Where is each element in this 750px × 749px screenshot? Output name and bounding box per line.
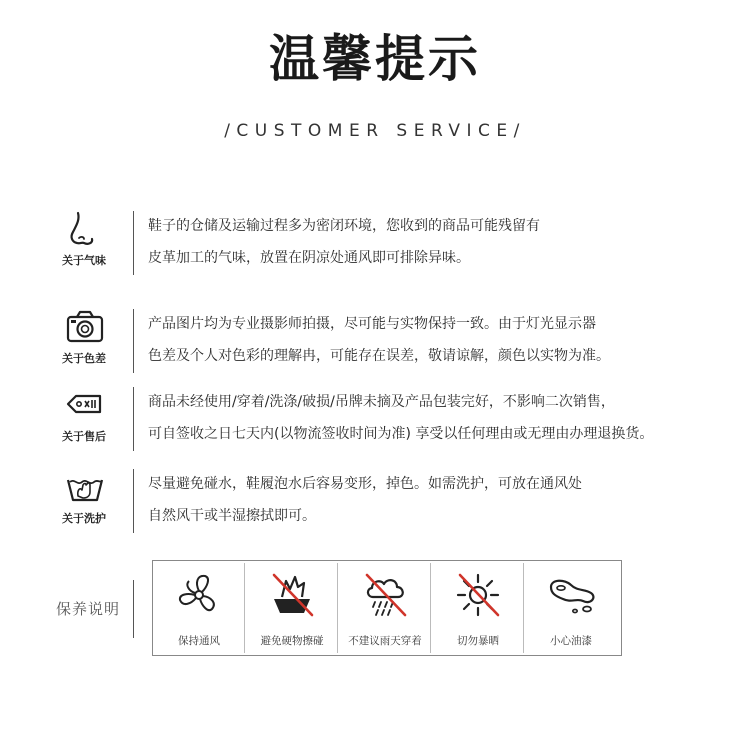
text-line: 可自签收之日七天内(以物流签收时间为准) 享受以任何理由或无理由办理退换货。 — [148, 426, 654, 442]
washing-label: 关于洗护 — [62, 512, 106, 525]
text-line: 自然风干或半湿擦拭即可。 — [148, 508, 316, 524]
no-rain-icon — [361, 571, 409, 619]
tag-icon — [66, 386, 106, 422]
section-color — [0, 306, 750, 376]
text-line: 皮革加工的气味，放置在阴凉处通风即可排除异味。 — [148, 250, 470, 266]
smell-icon-cell — [52, 208, 116, 278]
smell-label: 关于气味 — [62, 254, 106, 267]
text-line: 尽量避免碰水，鞋履泡水后容易变形，掉色。如需洗护，可放在通风处 — [148, 476, 582, 492]
fan-icon — [175, 571, 223, 619]
color-icon-cell — [52, 306, 116, 376]
camera-icon — [66, 308, 104, 344]
divider — [133, 309, 134, 373]
section-after-sales — [0, 384, 750, 454]
no-hard-object-icon — [268, 571, 316, 619]
page-subtitle: /CUSTOMER SERVICE/ — [224, 121, 526, 141]
no-sun-icon — [454, 571, 502, 619]
care-label: 保养说明 — [56, 600, 121, 618]
text-line: 色差及个人对色彩的理解冉，可能存在误差，敬请谅解，颜色以实物为准。 — [148, 348, 610, 364]
section-washing — [0, 466, 750, 536]
care-item-no-hard-object — [246, 563, 338, 653]
text-line: 商品未经使用/穿着/洗涤/破损/吊牌未摘及产品包装完好，不影响二次销售， — [148, 394, 615, 410]
divider — [133, 469, 134, 533]
care-item-label: 保持通风 — [178, 635, 220, 647]
color-text — [148, 308, 610, 372]
care-item-label: 避免硬物擦碰 — [260, 635, 324, 647]
text-line: 产品图片均为专业摄影师拍摄，尽可能与实物保持一致。由于灯光显示器 — [148, 316, 596, 332]
washing-icon-cell — [52, 466, 116, 536]
care-item-label: 不建议雨天穿着 — [348, 635, 422, 647]
care-item-no-sun — [432, 563, 524, 653]
washing-text — [148, 468, 582, 532]
care-item-no-rain — [339, 563, 431, 653]
color-label: 关于色差 — [62, 352, 106, 365]
after-sales-text — [148, 386, 653, 450]
divider — [133, 580, 134, 638]
wash-basin-icon — [66, 468, 104, 506]
after-sales-label: 关于售后 — [62, 430, 106, 443]
oil-paint-icon — [547, 571, 599, 619]
care-item-label: 切勿暴晒 — [457, 635, 499, 647]
section-smell — [0, 208, 750, 278]
divider — [133, 211, 134, 275]
smell-text — [148, 210, 540, 274]
care-item-label: 小心油漆 — [550, 635, 592, 647]
page-title: 温馨提示 — [269, 30, 481, 88]
text-line: 鞋子的仓储及运输过程多为密闭环境，您收到的商品可能残留有 — [148, 218, 540, 234]
after-sales-icon-cell — [52, 384, 116, 454]
care-instructions-box — [152, 560, 622, 656]
care-item-oil-paint — [525, 563, 617, 653]
divider — [133, 387, 134, 451]
nose-icon — [66, 210, 102, 250]
care-item-ventilation — [153, 563, 245, 653]
